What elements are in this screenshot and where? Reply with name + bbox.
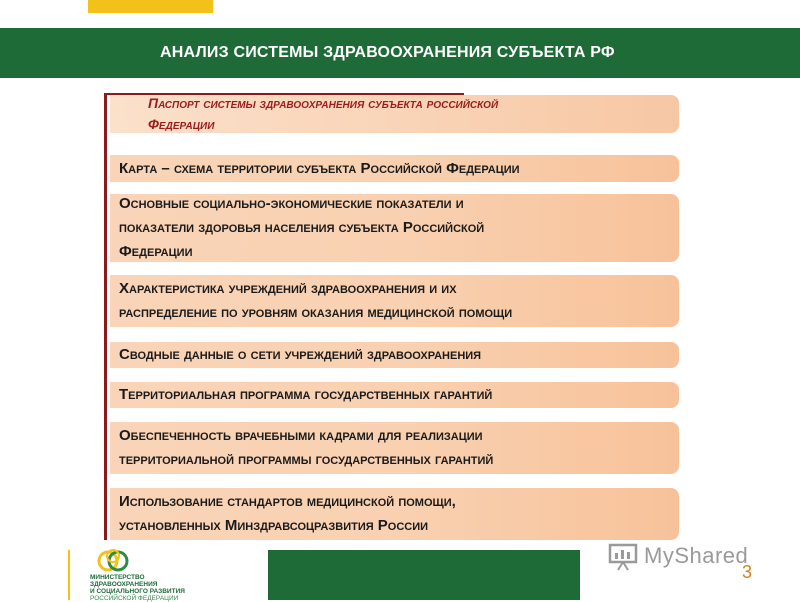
list-item-text: Использование стандартов медицинской помощи, установленных Минздравсоцразвития России — [119, 493, 456, 534]
top-accent-bar — [88, 0, 213, 13]
list-item-text: Обеспеченность врачебными кадрами для реализации территориальной программы государственных гарантий — [119, 427, 494, 468]
bracket-vertical-line — [104, 93, 107, 540]
page-number: 3 — [742, 562, 753, 582]
slide-title: АНАЛИЗ СИСТЕМЫ ЗДРАВООХРАНЕНИЯ СУБЪЕКТА РФ — [160, 44, 615, 61]
logo-divider — [68, 550, 70, 600]
logo-text: МИНИСТЕРСТВО ЗДРАВООХРАНЕНИЯ И СОЦИАЛЬНОГО РАЗВИТИЯ РОССИЙСКОЙ ФЕДЕРАЦИИ — [90, 574, 185, 602]
ministry-logo — [90, 548, 230, 600]
list-item-network — [110, 342, 679, 368]
footer-green-bar — [268, 550, 580, 600]
list-item-text: Паспорт системы здравоохранения субъекта российской Федерации — [148, 95, 499, 132]
list-item-program — [110, 382, 679, 408]
list-item-text: Территориальная программа государственных гарантий — [119, 386, 493, 403]
list-item-text: Карта – схема территории субъекта Российской Федерации — [119, 159, 520, 177]
list-item-text: Основные социально-экономические показатели и показатели здоровья населения субъекта Российской Федерации — [119, 195, 485, 260]
list-item-staffing — [110, 422, 679, 474]
presentation-board-icon — [608, 541, 638, 571]
list-item-map — [110, 155, 679, 182]
rings-icon — [94, 548, 138, 574]
list-item-text: Сводные данные о сети учреждений здравоохранения — [119, 346, 482, 363]
list-item-institutions — [110, 275, 679, 327]
title-bar — [0, 28, 800, 78]
watermark-text: MyShared — [644, 543, 749, 568]
list-item-standards — [110, 488, 679, 540]
list-item-text: Характеристика учреждений здравоохранения и их распределение по уровням оказания медицинской помощи — [119, 280, 513, 321]
list-item-passport — [110, 95, 679, 133]
list-item-indicators — [110, 194, 679, 262]
